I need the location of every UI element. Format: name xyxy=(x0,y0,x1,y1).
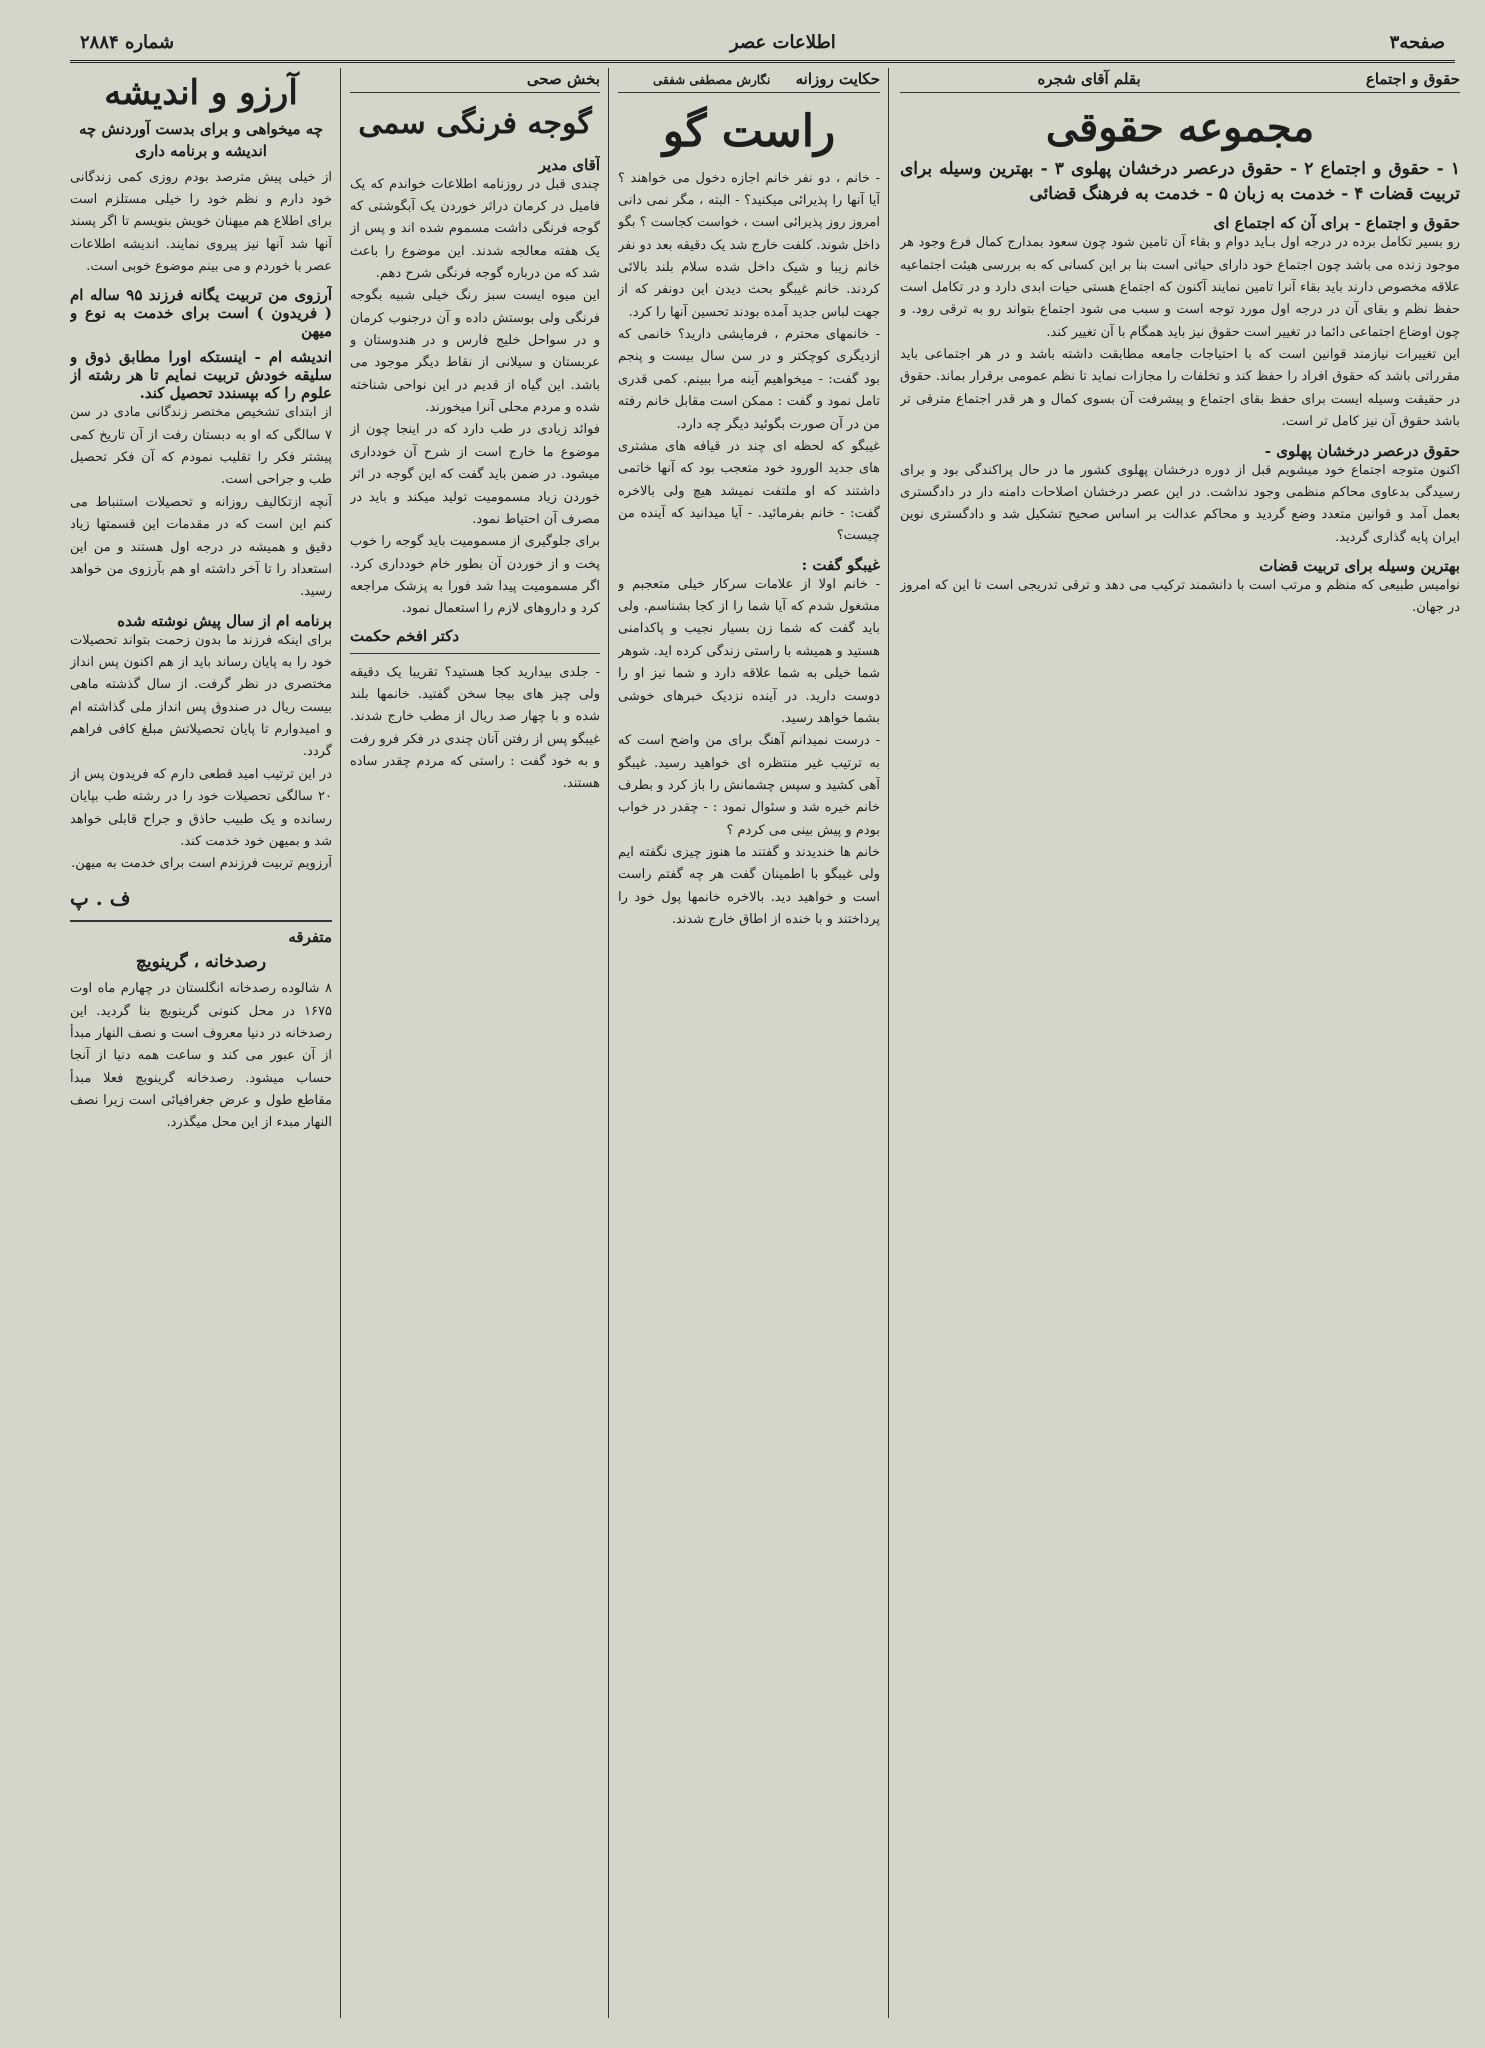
divider xyxy=(350,653,600,654)
signature-initials: ف . پ xyxy=(70,885,131,910)
salutation: آقای مدیر xyxy=(538,155,600,174)
section-label: حقوق و اجتماع xyxy=(1365,70,1460,88)
column-divider xyxy=(888,68,889,2018)
misc-headline: رصدخانه ، گرینویچ xyxy=(135,951,267,972)
article-paragraph: اکنون متوجه اجتماع خود میشویم قبل از دوره درخشان پهلوی کشور ما در حال پراکندگی بود و برای رسیدگی بدعاوی محاکم منظمی وجود نداشت. در این عصر درخشان اصلاحات دامنه دار در دادگستری بعمل آمد و قوانین متعدد وضع گردید و محاکم عدالت بر اساس صحیح تشکیل شد و دادگستری نوین ایران پایه گذاری گردید. xyxy=(900,462,1460,545)
article-headline: مجموعه حقوقی xyxy=(1045,104,1315,151)
column-divider xyxy=(340,68,341,2018)
masthead: اطلاعات عصر xyxy=(730,32,836,53)
story-paragraph: - خانم ، دو نفر خانم اجازه دخول می خواهند ؟ آیا آنها را پذیرائی میکنید؟ - البته ، مگر نمی دانی امروز روز پذیرائی است ، خواست کجاست ؟ بگو داخل شوند. کلفت خارج شد یک دقیقه بعد دو نفر خانم زیبا و شیک داخل شده سلام بلند بالائی کردند. خانم غیبگو بحث دیدن این دونفر که از جهت لباس جدید آمده بودند تحسین آنها را کرد. xyxy=(618,170,880,320)
column-daily-story xyxy=(618,68,880,2018)
health-paragraph: این میوه ایست سبز رنگ خیلی شبیه بگوجه فرنگی ولی بوستش داده و آن درجنوب کرمان و در سواحل خلیج فارس و در هندوستان و عربستان و سیلانی از نقاط دیگر موجود می باشد. این گیاه از قدیم در این نواحی شناخته شده و مردم محلی آنرا میخورند. xyxy=(350,288,600,416)
story-paragraph: غیبگو که لحظه ای چند در قیافه های مشتری های جدید الورود خود متعجب بود که آنها خاتمی داشتند که او ملتفت نمیشد هیچ ولی بالاخره گفت: - خانم بفرمائید. - آیا میدانید که آینده من چیست؟ xyxy=(618,438,880,544)
section-heading: آرزوی من تربیت یگانه فرزند ۹۵ ساله ام ( فریدون ) است برای خدمت به نوع و میهن xyxy=(70,286,332,341)
column-kicker xyxy=(350,68,600,93)
wishes-paragraph: آنچه ازتکالیف روزانه و تحصیلات استنباط می کنم این است که در مقدمات این قسمتها زیاد دقیق و همیشه در درجه اول هستند و من این استعداد را تا آخر داشته او هم بآرزوی من خواهد رسید. xyxy=(70,494,332,600)
health-paragraph: چندی قبل در روزنامه اطلاعات خواندم که یک فامیل در کرمان دراثر خوردن یک آبگوشتی که گوجه فرنگی داشت مسموم شده اند و پس از یک هفته معالجه شدند. این موضوع را باعث شد که من درباره گوجه فرنگی شرح دهم. xyxy=(350,176,600,281)
story-continuation: - جلدی بیدارید کجا هستید؟ تقریبا یک دقیقه ولی چیز های بیجا سخن گفتید. خانمها بلند شده و با چهار صد ریال از مطب خارج شدند. غیبگو پس از رفتن آنان چندی در فکر فرو رفت و به خود گفت : راستی که مردم چقدر ساده هستند. xyxy=(350,664,600,792)
misc-paragraph: ۸ شالوده رصدخانه انگلستان در چهارم ماه اوت ۱۶۷۵ در محل کنونی گرینویچ بنا گردید. این رصدخانه در دنیا معروف است و نصف النهار مبدأ از آن عبور می کند و ساعت همه دنیا از آنجا حساب میشود. رصدخانه گرینویچ فعلا مبدأ مقاطع طول و عرض جغرافیائی است زیرا نصف النهار مبدء از این محل میگذرد. xyxy=(70,981,332,1131)
misc-section xyxy=(70,920,332,1135)
story-headline: راست گو xyxy=(662,106,836,157)
article-subhead: ۱ - حقوق و اجتماع ۲ - حقوق درعصر درخشان پهلوی ۳ - بهترین وسیله برای تربیت قضات ۴ - خدمت به زبان ۵ - خدمت به فرهنگ قضائی xyxy=(900,159,1460,204)
wishes-paragraph: از ابتدای تشخیص مختصر زندگانی مادی در سن ۷ سالگی که او به دبستان رفت از آن تاریخ کمی پیشتر فکر را تقلیب نمودم که آن فکر تحصیل طب و جراحی است. xyxy=(70,405,332,488)
article-paragraph: این تغییرات نیازمند قوانین است که با احتیاجات جامعه مطابقت داشته باشد و در هر اجتماعی باید مقرراتی باشد که حقوق افراد را حفظ کند و تخلفات را مجازات نماید تا نظم عمومی برقرار بماند. حقوق در حقیقت وسیله ایست برای حفظ بقای اجتماع و پیشرفت آن بسوی کمال و هر قدر اجتماع مترقی تر باشد حقوق آن نیز کامل تر است. xyxy=(900,347,1460,430)
story-paragraph: - درست نمیدانم آهنگ برای من واضح است که به ترتیب غیر منتظره ای خواهید رسید. غیبگو آهی کشید و سپس چشمانش را باز کرد و بطرف خانم خیره شد و سئوال نمود : - چقدر در خواب بودم و پیش بینی می کردم ؟ xyxy=(618,733,880,838)
wishes-paragraph: از خیلی پیش مترصد بودم روزی کمی زندگانی خود دارم و نظم خود را خیلی مستلزم است برای اطلاع هم میهنان خویش بنویسم تا اگر پسند آنها شد آنها نیز پیروی نمایند. اندیشه اطلاعات عصر با خوردم و می بینم موضوع خوبی است. xyxy=(70,169,332,275)
author-label: بقلم آقای شجره xyxy=(1037,70,1141,88)
section-label: حکایت روزانه xyxy=(795,70,880,88)
author-byline: دکتر افخم حکمت xyxy=(350,626,460,645)
column-kicker xyxy=(618,68,880,93)
author-label: نگارش مصطفی شفقی xyxy=(653,73,771,87)
column-wishes xyxy=(70,68,332,2018)
wishes-paragraph: در این ترتیب امید قطعی دارم که فریدون پس از ۲۰ سالگی تحصیلات خود را در رشته طب بپایان رسانده و یک طبیب حاذق و جراح قابلی خواهد شد و بمیهن خود خدمت کند. xyxy=(70,766,332,849)
health-headline: گوجه فرنگی سمی xyxy=(358,106,592,141)
section-heading: غیبگو گفت : xyxy=(801,555,880,574)
wishes-paragraph: برای اینکه فرزند ما بدون زحمت بتواند تحصیلات خود را به پایان رساند باید از هم اکنون پس انداز مختصری در نظر گرفت. از سال گذشته ماهی بیست ریال در صندوق پس انداز ملی گذاشته ام و امیدوارم تا پایان تحصیلاتش مبلغ کافی فراهم گردد. xyxy=(70,632,332,760)
wishes-headline: آرزو و اندیشه xyxy=(104,73,298,113)
column-divider xyxy=(608,68,609,2018)
section-heading: حقوق درعصر درخشان پهلوی - xyxy=(1264,441,1460,460)
story-paragraph: - خانم اولا از علامات سرکار خیلی متعجبم و مشغول شدم که آیا شما را از کجا بشناسم. ولی باید گفت که شما زن بسیار نجیب و پاکدامنی هستید و همیشه با راستی زندگی کرده اید. شوهر شما خیلی به شما علاقه دارد و شما نیز او را دوست دارید. در آینده نزدیک خبرهای خوشی بشما خواهد رسید. xyxy=(618,576,880,726)
article-paragraph: رو بسیر تکامل برده در درجه اول بـاید دوام و بقاء آن تامین شود چون سعود بمدارج کمال فرع وجود هر موجود زنده می باشد چون اجتماع خود دارای حیاتی است بنا بر این کسانی که به بررسی هیئت اجتماعیه علاقه مخصوص دارند باید بقاء آنرا تامین نمایند آکنون که اجتماع هستی حیات ابدی دارد و در تکامل است حفظ نظم و بقای آن در درجه اول مورد توجه است و سبب می شود اجتماع بتواند رو به ترقی رود. و چون اوضاع اجتماعی دائما در تغییر است حقوق نیز باید همگام با آن تغییر کند. xyxy=(900,235,1460,340)
story-paragraph: - خانمهای محترم ، فرمایشی دارید؟ خانمی که ازدیگری کوچکتر و در سن سال بیست و پنجم بود گفت: - میخواهیم آینه مرا ببینم. کمی قدری تامل نمود و گفت : ممکن است مقابل خانم رفته من در آن صورت بگوئید دیگر چه دارد. xyxy=(618,327,880,432)
wishes-paragraph: آرزویم تربیت فرزندم است برای خدمت به میهن. xyxy=(71,856,332,872)
section-heading: برنامه ام از سال پیش نوشته شده xyxy=(117,611,332,630)
column-health xyxy=(350,68,600,2018)
page-header xyxy=(70,30,1455,63)
section-heading: حقوق و اجتماع - برای آن که اجتماع ای xyxy=(1213,214,1460,233)
story-paragraph: خانم ها خندیدند و گفتند ما هنوز چیزی نگفته ایم ولی غیبگو با اطمینان گفت هر چه گفتم راست است و خواهید دید. بالاخره خانمها پول خود را پرداختند و با خنده از اطاق خارج شدند. xyxy=(618,845,880,928)
article-paragraph: نوامیس طبیعی که منظم و مرتب است با دانشمند ترکیب می دهد و ترقی تدریجی است تا این که امروز در جهان. xyxy=(900,577,1460,616)
section-label: بخش صحی xyxy=(526,70,600,88)
page-number: صفحه۳ xyxy=(1389,32,1445,53)
issue-number: شماره ۲۸۸۴ xyxy=(80,32,175,53)
column-kicker xyxy=(900,68,1460,93)
section-heading: اندیشه ام - اینستکه اورا مطابق ذوق و سلیقه خودش تربیت نمایم تا هر رشته از علوم را که بپسندد تحصیل کند. xyxy=(70,348,332,403)
section-title: متفرقه xyxy=(288,927,332,946)
column-legal-article xyxy=(900,68,1460,2018)
section-heading: بهترین وسیله برای تربیت قضات xyxy=(1259,556,1460,575)
health-paragraph: فوائد زیادی در طب دارد که در اینجا چون از موضوع ما خارج است از شرح آن خودداری میشود. در ضمن باید گفت که این گوجه در اثر خوردن زیاد مسمومیت تولید میکند و باید در مصرف آن احتیاط نمود. xyxy=(350,422,600,527)
health-paragraph: برای جلوگیری از مسمومیت باید گوجه را خوب پخت و از خوردن آن بطور خام خودداری کرد. اگر مسمومیت پیدا شد فورا به پزشک مراجعه کرد و داروهای لازم را استعمال نمود. xyxy=(350,534,600,617)
wishes-subhead: چه میخواهی و برای بدست آوردنش چه اندیشه و برنامه داری xyxy=(78,120,324,160)
